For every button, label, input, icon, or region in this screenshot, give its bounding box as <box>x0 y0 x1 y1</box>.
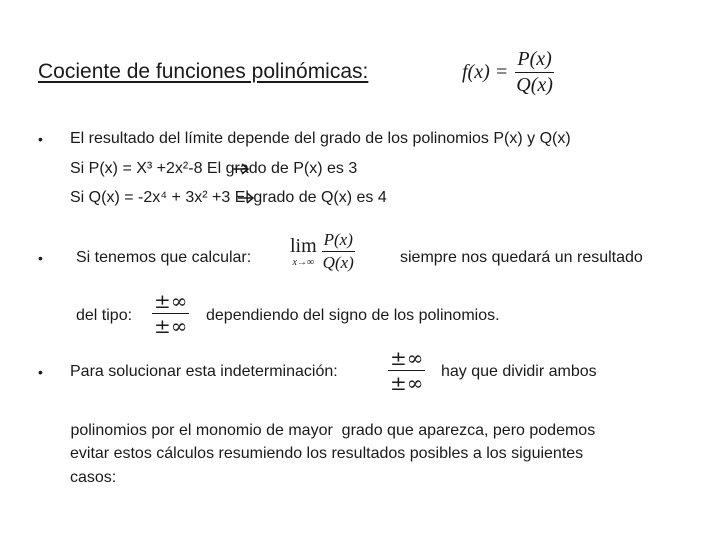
title-formula <box>462 48 555 97</box>
formula-lhs: f(x) = <box>462 61 509 83</box>
bullet-3-continuation-2: evitar estos cálculos resumiendo los resultados posibles a los siguientes <box>70 445 584 462</box>
bullet-3-text-before: Para solucionar esta indeterminación: <box>70 363 338 380</box>
formula-fraction <box>514 48 555 97</box>
bullet-marker: • <box>38 131 43 147</box>
indeterminate-numerator: ±∞ <box>154 289 188 313</box>
arrow-right-icon <box>232 163 250 175</box>
limit-numerator: P(x) <box>322 230 355 252</box>
limit-expression <box>290 230 356 273</box>
bullet-1-line-3: Si Q(x) = -2x⁴ + 3x² +3 El grado de Q(x) es 4 <box>70 189 387 206</box>
bullet-2-line2-after: dependiendo del signo de los polinomios. <box>206 307 500 324</box>
limit-fraction <box>321 230 356 273</box>
bullet-3-text-after: hay que dividir ambos <box>441 363 597 380</box>
bullet-marker: • <box>38 364 43 380</box>
page-title: Cociente de funciones polinómicas: <box>38 60 369 83</box>
formula-numerator: P(x) <box>515 48 553 73</box>
bullet-3-continuation-3: casos: <box>70 469 117 486</box>
formula-denominator: Q(x) <box>516 74 553 96</box>
limit-operator <box>290 235 317 268</box>
limit-word: lim <box>290 235 317 257</box>
bullet-1-line-1: El resultado del límite depende del grado de los polinomios P(x) y Q(x) <box>70 130 571 147</box>
limit-denominator: Q(x) <box>322 253 354 272</box>
bullet-2-text-before: Si tenemos que calcular: <box>76 249 252 266</box>
indeterminate-denominator: ±∞ <box>390 371 424 395</box>
bullet-3-continuation-1: polinomios por el monomio de mayor grado que aparezca, pero podemos <box>66 422 596 439</box>
bullet-2-line2-before: del tipo: <box>76 307 133 324</box>
arrow-right-icon <box>237 192 255 204</box>
bullet-2-text-after: siempre nos quedará un resultado <box>400 249 643 266</box>
bullet-marker: • <box>38 250 43 266</box>
indeterminate-denominator: ±∞ <box>154 314 188 338</box>
bullet-1-line-2: Si P(x) = X³ +2x²-8 El grado de P(x) es 3 <box>70 160 358 177</box>
limit-subscript: x→∞ <box>292 257 315 268</box>
indeterminate-fraction <box>152 290 189 337</box>
indeterminate-numerator: ±∞ <box>390 346 424 370</box>
indeterminate-fraction <box>388 347 425 394</box>
